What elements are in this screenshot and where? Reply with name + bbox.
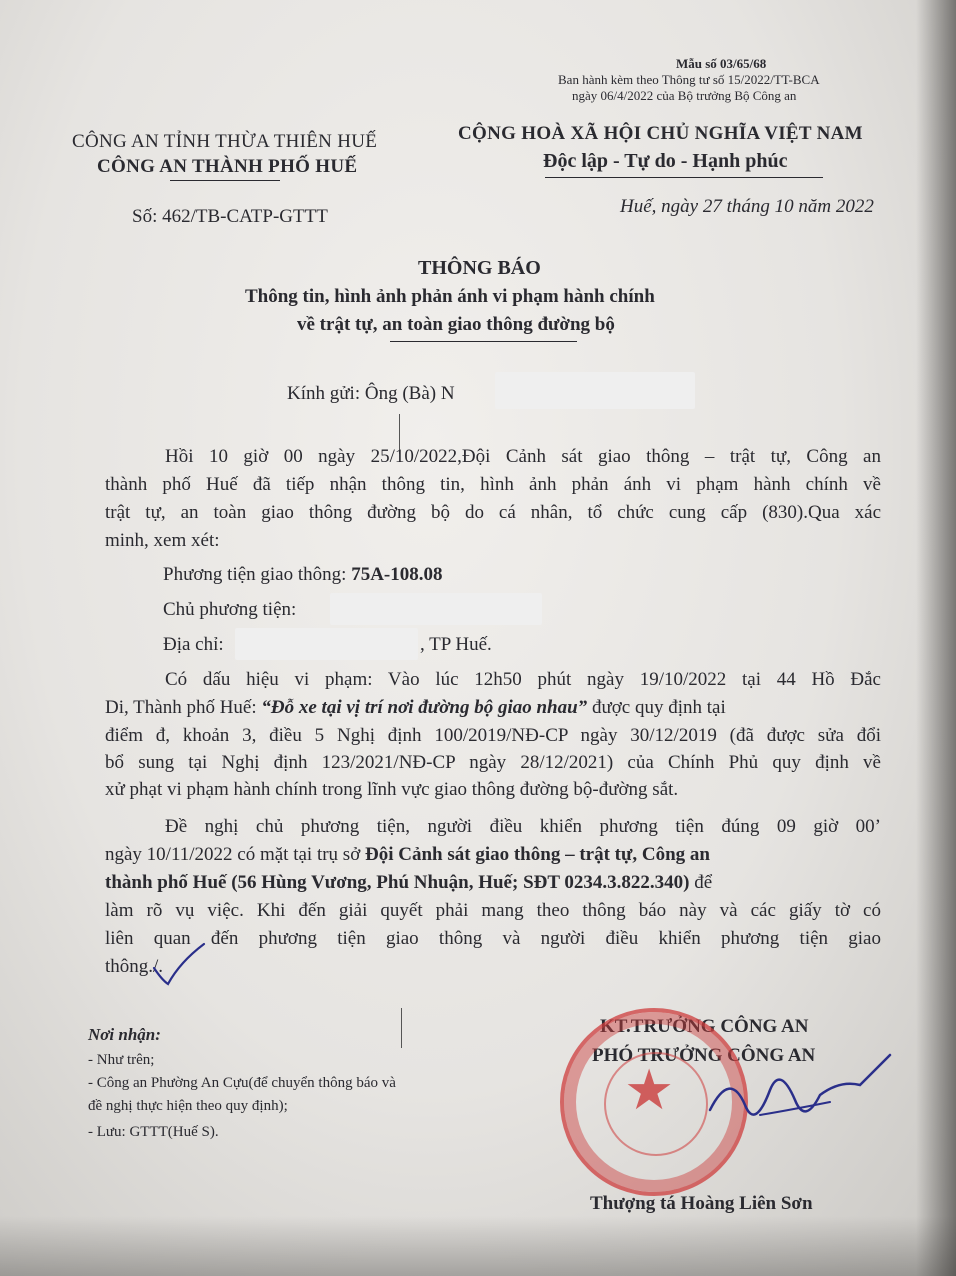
- paragraph-2-line-2: [105, 697, 881, 719]
- violation-regulated: được quy định tại: [587, 697, 726, 718]
- signer-name: Thượng tá Hoàng Liên Sơn: [590, 1193, 813, 1214]
- nation-title: CỘNG HOÀ XÃ HỘI CHỦ NGHĨA VIỆT NAM: [458, 123, 863, 144]
- fold-mark-lower: [401, 1008, 402, 1048]
- paragraph-3-line-5: liên quan đến phương tiện giao thông và người điều khiển phương tiện giao: [105, 928, 881, 949]
- recipients-item-1: - Như trên;: [88, 1052, 155, 1068]
- owner-label: Chủ phương tiện:: [163, 599, 297, 620]
- pen-check-mark: [148, 940, 208, 990]
- paragraph-1-line-3: trật tự, an toàn giao thông đường bộ do cá nhân, tổ chức cung cấp (830).Qua xác: [105, 502, 881, 523]
- form-issued-line1: Ban hành kèm theo Thông tư số 15/2022/TT-BCA: [558, 72, 820, 87]
- paragraph-1-line-1: Hồi 10 giờ 00 ngày 25/10/2022,Đội Cảnh sát giao thông – trật tự, Công an: [165, 446, 881, 467]
- police-unit: Đội Cảnh sát giao thông – trật tự, Công an: [365, 844, 710, 865]
- signature-title-2: PHÓ TRƯỞNG CÔNG AN: [592, 1045, 816, 1066]
- agency-parent: CÔNG AN TỈNH THỪA THIÊN HUẾ: [72, 131, 378, 152]
- redacted-address: [235, 628, 418, 660]
- paragraph-3-line-3: [105, 872, 881, 894]
- signature-title-1: KT.TRƯỞNG CÔNG AN: [600, 1016, 809, 1037]
- agency-name: CÔNG AN THÀNH PHỐ HUẾ: [97, 156, 358, 177]
- redacted-recipient-name: [495, 372, 695, 409]
- motto-underline: [545, 177, 823, 178]
- paragraph-3-line-6: thông./.: [105, 956, 164, 977]
- redacted-owner: [330, 593, 542, 625]
- violation-description: “Đỗ xe tại vị trí nơi đường bộ giao nhau”: [261, 697, 588, 718]
- motto: Độc lập - Tự do - Hạnh phúc: [543, 150, 788, 172]
- form-number: Mẫu số 03/65/68: [676, 56, 767, 71]
- page-edge-shadow: [916, 0, 956, 1276]
- vehicle-plate: 75A-108.08: [351, 564, 443, 585]
- document-subtitle-1: Thông tin, hình ảnh phản ánh vi phạm hành chính: [245, 286, 655, 307]
- recipients-item-3: đề nghị thực hiện theo quy định);: [88, 1098, 288, 1114]
- appointment-date: ngày 10/11/2022 có mặt tại trụ sở: [105, 844, 365, 865]
- paragraph-3-line-4: làm rõ vụ việc. Khi đến giải quyết phải mang theo thông báo này và các giấy tờ có: [105, 900, 881, 921]
- paragraph-2-line-5: xử phạt vi phạm hành chính trong lĩnh vực giao thông đường bộ-đường sắt.: [105, 779, 679, 800]
- vehicle-row: [163, 564, 443, 586]
- place-date: Huế, ngày 27 tháng 10 năm 2022: [620, 196, 874, 217]
- form-issued-line2: ngày 06/4/2022 của Bộ trưởng Bộ Công an: [572, 88, 797, 103]
- seal-star-icon: ★: [624, 1058, 675, 1123]
- document-subtitle-2: về trật tự, an toàn giao thông đường bộ: [297, 314, 615, 335]
- violation-location: Di, Thành phố Huế:: [105, 697, 262, 718]
- paragraph-2-line-3: điểm đ, khoản 3, điều 5 Nghị định 100/2019/NĐ-CP ngày 30/12/2019 (đã được sửa đổi: [105, 725, 881, 746]
- recipients-item-2: - Công an Phường An Cựu(để chuyển thông báo và: [88, 1075, 396, 1091]
- recipient-line: Kính gửi: Ông (Bà) N: [287, 383, 455, 404]
- address-label: Địa chỉ:: [163, 634, 224, 655]
- document-number: Số: 462/TB-CATP-GTTT: [132, 206, 328, 227]
- document-title: THÔNG BÁO: [418, 257, 541, 279]
- police-address: thành phố Huế (56 Hùng Vương, Phú Nhuận, Huế; SĐT 0234.3.822.340): [105, 872, 690, 893]
- paragraph-1-line-4: minh, xem xét:: [105, 530, 220, 551]
- paragraph-3-line-1: Đề nghị chủ phương tiện, người điều khiển phương tiện đúng 09 giờ 00’: [165, 816, 881, 837]
- paragraph-3-line-2: [105, 844, 881, 866]
- handwritten-signature: [700, 1050, 900, 1140]
- recipients-label: Nơi nhận:: [88, 1025, 161, 1044]
- paragraph-2-line-1: Có dấu hiệu vi phạm: Vào lúc 12h50 phút ngày 19/10/2022 tại 44 Hồ Đắc: [165, 669, 881, 690]
- paragraph-1-line-2: thành phố Huế đã tiếp nhận thông tin, hình ảnh phản ánh vi phạm hành chính về: [105, 474, 881, 495]
- paragraph-2-line-4: bổ sung tại Nghị định 123/2021/NĐ-CP ngày 28/12/2021) của Chính Phủ quy định về: [105, 752, 881, 773]
- agency-underline: [170, 180, 280, 181]
- address-city: , TP Huế.: [420, 634, 492, 655]
- recipients-item-4: - Lưu: GTTT(Huế S).: [88, 1124, 219, 1140]
- subtitle-underline: [390, 341, 577, 342]
- paragraph-3-line-3-end: để: [689, 872, 713, 893]
- vehicle-label: Phương tiện giao thông:: [163, 564, 352, 585]
- page-bottom-shadow: [0, 1216, 956, 1276]
